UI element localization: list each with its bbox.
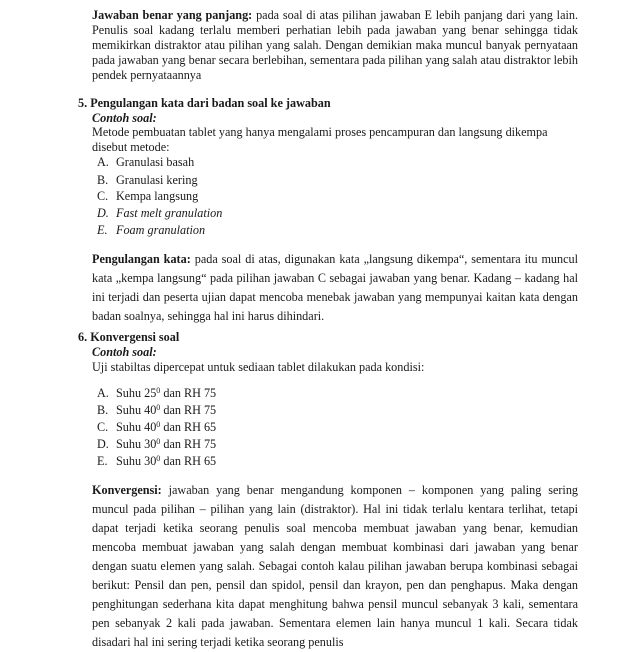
section-6-option-b [97,403,216,418]
option-text: Granulasi kering [116,173,198,187]
section-6-heading: 6. Konvergensi soal [78,330,180,344]
section-5-explanation-lead: Pengulangan kata: [92,252,191,266]
section-5-explanation [92,250,578,326]
section-5-option-d [97,206,222,221]
option-letter: D. [97,437,109,451]
option-text-pre: Suhu 40 [116,403,157,417]
option-letter: E. [97,454,108,468]
degree-superscript: 0 [156,420,161,429]
option-letter: E. [97,223,108,237]
section-6-explanation-lead: Konvergensi: [92,483,162,497]
option-text-pre: Suhu 30 [116,437,157,451]
option-letter: B. [97,173,109,187]
long-answer-lead: Jawaban benar yang panjang: [92,8,253,22]
degree-superscript: 0 [156,437,161,446]
section-5-explanation-text: pada soal di atas, digunakan kata „langsung dikempa“, sementara itu muncul kata „kempa langsung“ pada pilihan jawaban C sebagai jawaban yang benar. Kadang – kadang hal ini terjadi dan peserta ujian dapat mencoba menebak jawaban yang mempunyai kaitan kata dengan badan soalnya, sehingga hal ini harus dihindari. [92,252,579,323]
section-6-option-c [97,420,216,435]
degree-superscript: 0 [156,454,161,463]
option-text-post: dan RH 75 [160,437,217,451]
option-text: Fast melt granulation [116,206,223,220]
option-text-pre: Suhu 30 [116,454,157,468]
section-5-option-e [97,223,205,238]
option-text: Granulasi basah [116,155,195,169]
option-text-post: dan RH 75 [160,403,217,417]
long-answer-paragraph [92,8,578,83]
section-5-example-label: Contoh soal: [92,111,157,125]
option-text-pre: Suhu 25 [116,386,157,400]
option-letter: C. [97,420,109,434]
section-5-option-a [97,155,194,170]
section-6-option-d [97,437,216,452]
degree-superscript: 0 [156,403,161,412]
option-letter: C. [97,189,109,203]
option-text-post: dan RH 75 [160,386,217,400]
section-6-option-a [97,386,216,401]
section-5-question: Metode pembuatan tablet yang hanya mengalami proses pencampuran dan langsung dikempa disebut metode: [92,125,548,154]
option-text: Kempa langsung [116,189,199,203]
option-text-post: dan RH 65 [160,420,217,434]
option-letter: A. [97,155,109,169]
section-5-heading: 5. Pengulangan kata dari badan soal ke jawaban [78,96,331,110]
section-5-option-b [97,173,198,188]
degree-superscript: 0 [156,386,161,395]
section-5-option-c [97,189,198,204]
option-text-post: dan RH 65 [160,454,217,468]
section-6-explanation [92,481,578,652]
option-text-pre: Suhu 40 [116,420,157,434]
option-letter: A. [97,386,109,400]
option-text: Foam granulation [116,223,206,237]
section-6-option-e [97,454,216,469]
long-answer-text: pada soal di atas pilihan jawaban E lebih panjang dari yang lain. Penulis soal kadang terlalu memberi perhatian lebih pada jawaban yang benar sehingga tidak memikirkan distraktor atau pilihan yang salah. Dengan demikian maka muncul banyak pernyataan pada jawaban yang benar secara berlebihan, sementara pada pilihan yang salah atau distraktor lebih pendek pernyataannya [92,8,579,82]
section-6-example-label: Contoh soal: [92,345,157,359]
section-6-explanation-text: jawaban yang benar mengandung komponen – komponen yang paling sering muncul pada pilihan – pilihan yang lain (distraktor). Hal ini tidak terlalu kentara terlihat, tetapi dapat terjadi ketika seorang penulis soal mencoba membuat jawaban yang benar, kemudian mencoba membuat jawaban yang salah dengan membuat kombinasi dari jawaban yang benar dengan suatu elemen yang salah. Sebagai contoh kalau pilihan jawaban berupa kombinasi sebagai berikut: Pensil dan pen, pensil dan spidol, pensil dan krayon, pen dan penghapus. Maka dengan penghitungan sederhana kita dapat menghitung bahwa pensil muncul sebanyak 3 kali, sementara pen sebanyak 2 kali pada jawaban. Sementara elemen lain hanya muncul 1 kali. Secara tidak disadari hal ini sering terjadi ketika seorang penulis [92,483,579,649]
option-letter: D. [97,206,109,220]
option-letter: B. [97,403,109,417]
section-6-question: Uji stabiltas dipercepat untuk sediaan tablet dilakukan pada kondisi: [92,360,425,374]
